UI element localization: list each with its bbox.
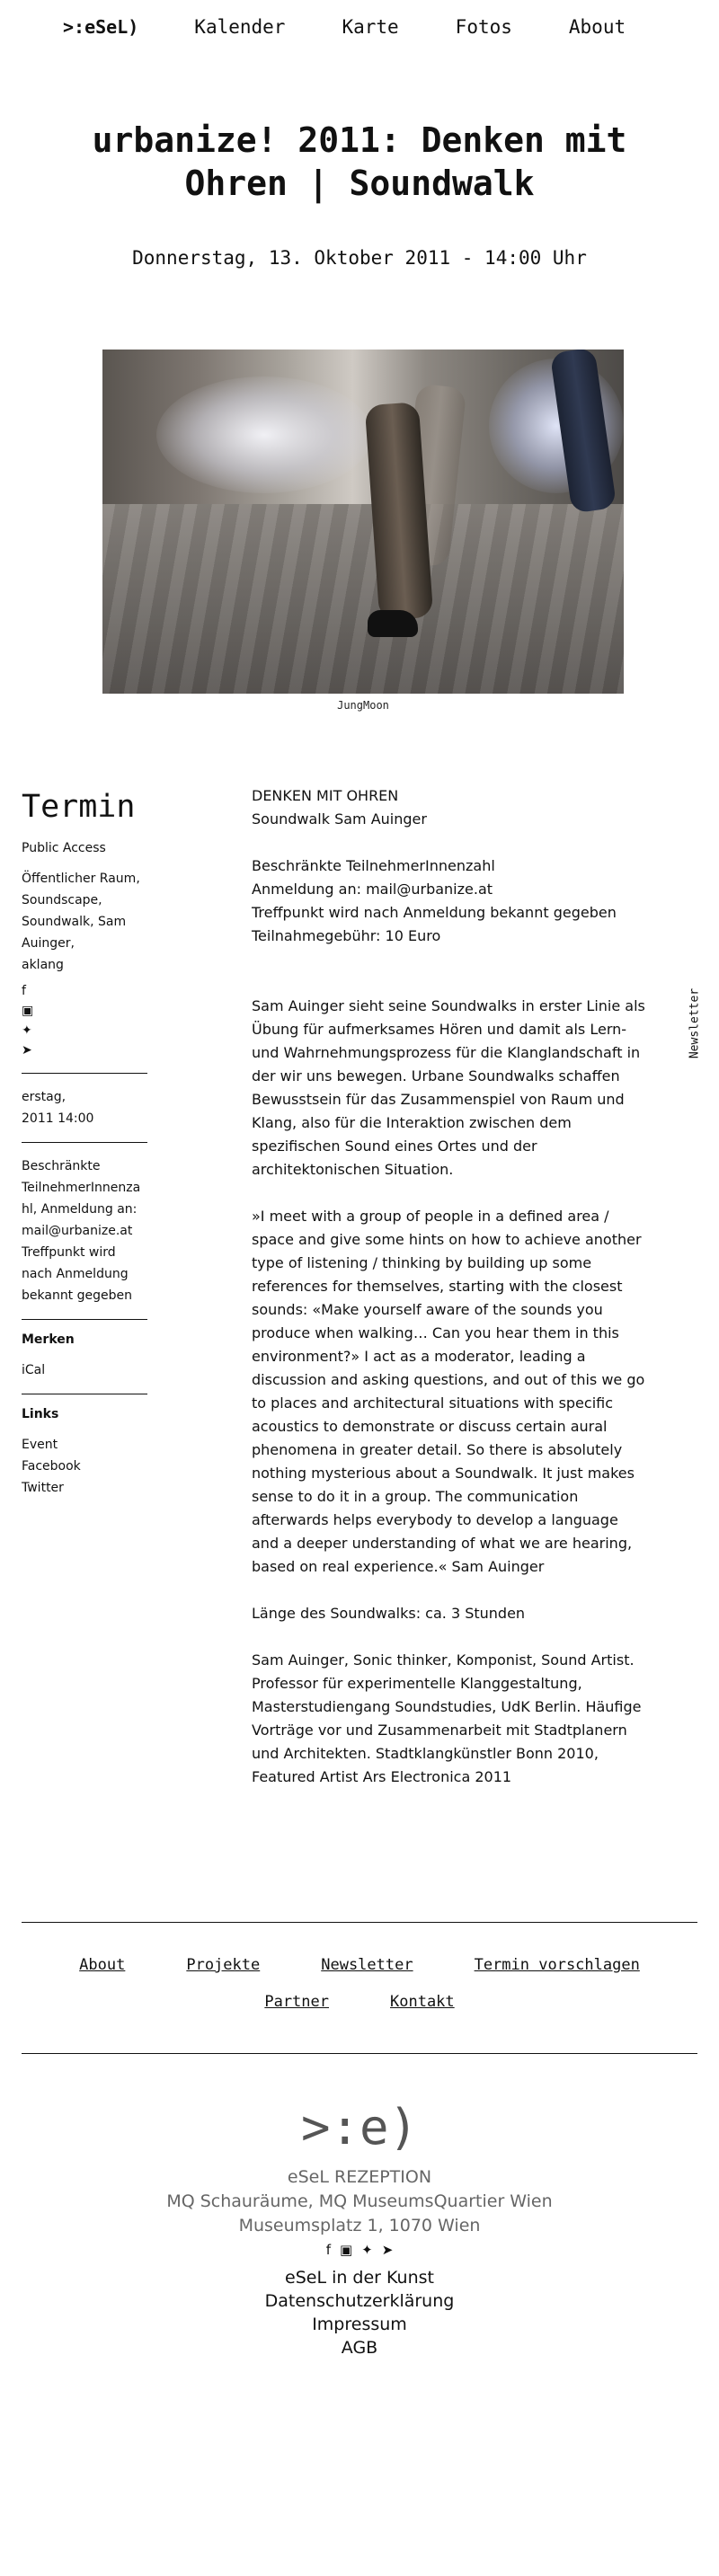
sidebar-date-line: 2011 14:00 (22, 1111, 94, 1126)
footer-address (0, 2165, 719, 2238)
registration-line: nach Anmeldung (22, 1267, 129, 1281)
divider (22, 1073, 147, 1074)
event-description (252, 784, 649, 1812)
registration-line: Anmeldung an: mail@urbanize.at (252, 881, 493, 898)
event-image[interactable] (102, 350, 624, 694)
sidebar-registration (22, 1155, 147, 1306)
link-facebook[interactable]: Facebook (22, 1459, 81, 1474)
nav-karte[interactable]: Karte (342, 16, 399, 38)
registration-line: bekannt gegeben (22, 1288, 132, 1303)
newsletter-tab-label: Newsletter (688, 987, 702, 1059)
nav-about[interactable]: About (568, 16, 626, 38)
image-caption: JungMoon (337, 699, 389, 712)
twitter-icon[interactable]: ✦ (22, 1023, 32, 1038)
footer-link-kunst[interactable]: eSeL in der Kunst (285, 2268, 434, 2288)
footer-link-kontakt[interactable]: Kontakt (390, 1993, 455, 2011)
tag-list (22, 868, 147, 976)
footer-nav-secondary (0, 1993, 719, 2011)
sidebar-heading: Termin (22, 789, 136, 825)
bio-paragraph: Sam Auinger, Sonic thinker, Komponist, Sound Artist. Professor für experimentelle Klanggestaltung, Masterstudiengang Soundstudies, UdK Berlin. Häufige Vorträge vor und Zusammenarbeit mit Stadtplanern und Architekten. Stadtklangkünstler Bonn 2010, Featured Artist Ars Electronica 2011 (252, 1651, 642, 1785)
tag-item[interactable]: aklang (22, 958, 64, 972)
divider (22, 1319, 147, 1320)
instagram-icon[interactable]: ▣ (339, 2242, 353, 2258)
newsletter-tab[interactable] (684, 983, 706, 1064)
tag-item[interactable]: Öffentlicher Raum, (22, 872, 140, 886)
registration-line: Teilnahmegebühr: 10 Euro (252, 927, 441, 944)
footer-link-partner[interactable]: Partner (264, 1993, 329, 2011)
footer-link-datenschutz[interactable]: Datenschutzerklärung (264, 2291, 455, 2311)
footer-link-projekte[interactable]: Projekte (186, 1956, 261, 1974)
telegram-icon[interactable]: ➤ (381, 2242, 394, 2258)
merken-heading: Merken (22, 1332, 75, 1347)
twitter-icon[interactable]: ✦ (361, 2242, 373, 2258)
footer-link-termin[interactable]: Termin vorschlagen (474, 1956, 640, 1974)
footer-links (0, 2266, 719, 2359)
duration-paragraph: Länge des Soundwalks: ca. 3 Stunden (252, 1605, 526, 1622)
address-line: MQ Schauräume, MQ MuseumsQuartier Wien (166, 2191, 553, 2211)
address-line: eSeL REZEPTION (287, 2167, 432, 2187)
tag-item[interactable]: Soundscape, (22, 893, 102, 907)
sidebar-date-line: erstag, (22, 1090, 67, 1104)
footer-link-about[interactable]: About (79, 1956, 126, 1974)
facebook-icon[interactable]: f (22, 984, 26, 998)
sidebar-date (22, 1086, 147, 1129)
footer-divider (22, 2053, 697, 2054)
image-floor (102, 504, 624, 694)
site-logo[interactable]: >:eSeL) (63, 16, 139, 38)
divider (22, 1142, 147, 1143)
footer-nav (0, 1956, 719, 1974)
tag-item[interactable]: Soundwalk, Sam (22, 915, 127, 929)
instagram-icon[interactable]: ▣ (22, 1004, 34, 1018)
registration-line: Beschränkte (22, 1159, 101, 1173)
facebook-icon[interactable]: f (325, 2242, 331, 2258)
nav-kalender[interactable]: Kalender (194, 16, 286, 38)
registration-block (252, 854, 649, 948)
main-nav (63, 16, 682, 38)
intro-line: Soundwalk Sam Auinger (252, 810, 427, 828)
registration-line: Beschränkte TeilnehmerInnenzahl (252, 857, 495, 874)
image-shoe (368, 610, 418, 637)
description-paragraph: Sam Auinger sieht seine Soundwalks in erster Linie als Übung für aufmerksames Hören und damit als Lern- und Wahrnehmungsprozess für die Klanglandschaft in der wir uns bewegen. Urbane Soundwalks schaffen Bewusstsein für das Zusammenspiel von Raum und Klang, also für die Interaktion zwischen dem spezifischen Sound eines Ortes und der architektonischen Situation. (252, 997, 645, 1178)
footer-logo[interactable]: >:e) (300, 2099, 419, 2156)
footer-link-newsletter[interactable]: Newsletter (321, 1956, 413, 1974)
footer-divider (22, 1922, 697, 1923)
image-blur-light (156, 376, 372, 493)
footer-social-icons (0, 2242, 719, 2258)
nav-fotos[interactable]: Fotos (455, 16, 512, 38)
share-icons (22, 981, 147, 1060)
footer-link-impressum[interactable]: Impressum (312, 2315, 407, 2334)
intro-line: DENKEN MIT OHREN (252, 787, 399, 804)
link-twitter[interactable]: Twitter (22, 1481, 64, 1495)
quote-paragraph: »I meet with a group of people in a defined area / space and give some hints on how to achieve another type of listening / thinking by building up some references for themselves, starting with the closest sounds: «Make yourself aware of the sounds you produce when walking… Can you hear them in this environment?» I act as a moderator, leading a discussion and asking questions, and out of this we go to places and architectural situations with specific acoustics to demonstrate or discuss certain aural phenomena in greater detail. So there is absolutely nothing mysterious about a Soundwalk. It just makes sense to do it in a group. The communication afterwards helps everybody to develop a language and a deeper understanding of what we are hearing, based on real experience.« Sam Auinger (252, 1208, 645, 1575)
links-heading: Links (22, 1407, 59, 1421)
event-sidebar (22, 789, 147, 1499)
event-date: Donnerstag, 13. Oktober 2011 - 14:00 Uhr (132, 247, 587, 269)
registration-line: TeilnehmerInnenza (22, 1181, 141, 1195)
access-label[interactable]: Public Access (22, 841, 106, 855)
registration-line: mail@urbanize.at (22, 1224, 133, 1238)
link-event[interactable]: Event (22, 1438, 58, 1452)
address-line: Museumsplatz 1, 1070 Wien (238, 2216, 481, 2235)
registration-line: Treffpunkt wird (22, 1245, 116, 1260)
ical-link[interactable]: iCal (22, 1363, 46, 1377)
tag-item[interactable]: Auinger, (22, 936, 75, 951)
footer-link-agb[interactable]: AGB (341, 2338, 378, 2358)
page-title: urbanize! 2011: Denken mit Ohren | Soundwalk (92, 120, 627, 203)
registration-line: Treffpunkt wird nach Anmeldung bekannt gegeben (252, 904, 617, 921)
telegram-icon[interactable]: ➤ (22, 1043, 32, 1058)
intro-block (252, 784, 649, 831)
registration-line: hl, Anmeldung an: (22, 1202, 138, 1217)
